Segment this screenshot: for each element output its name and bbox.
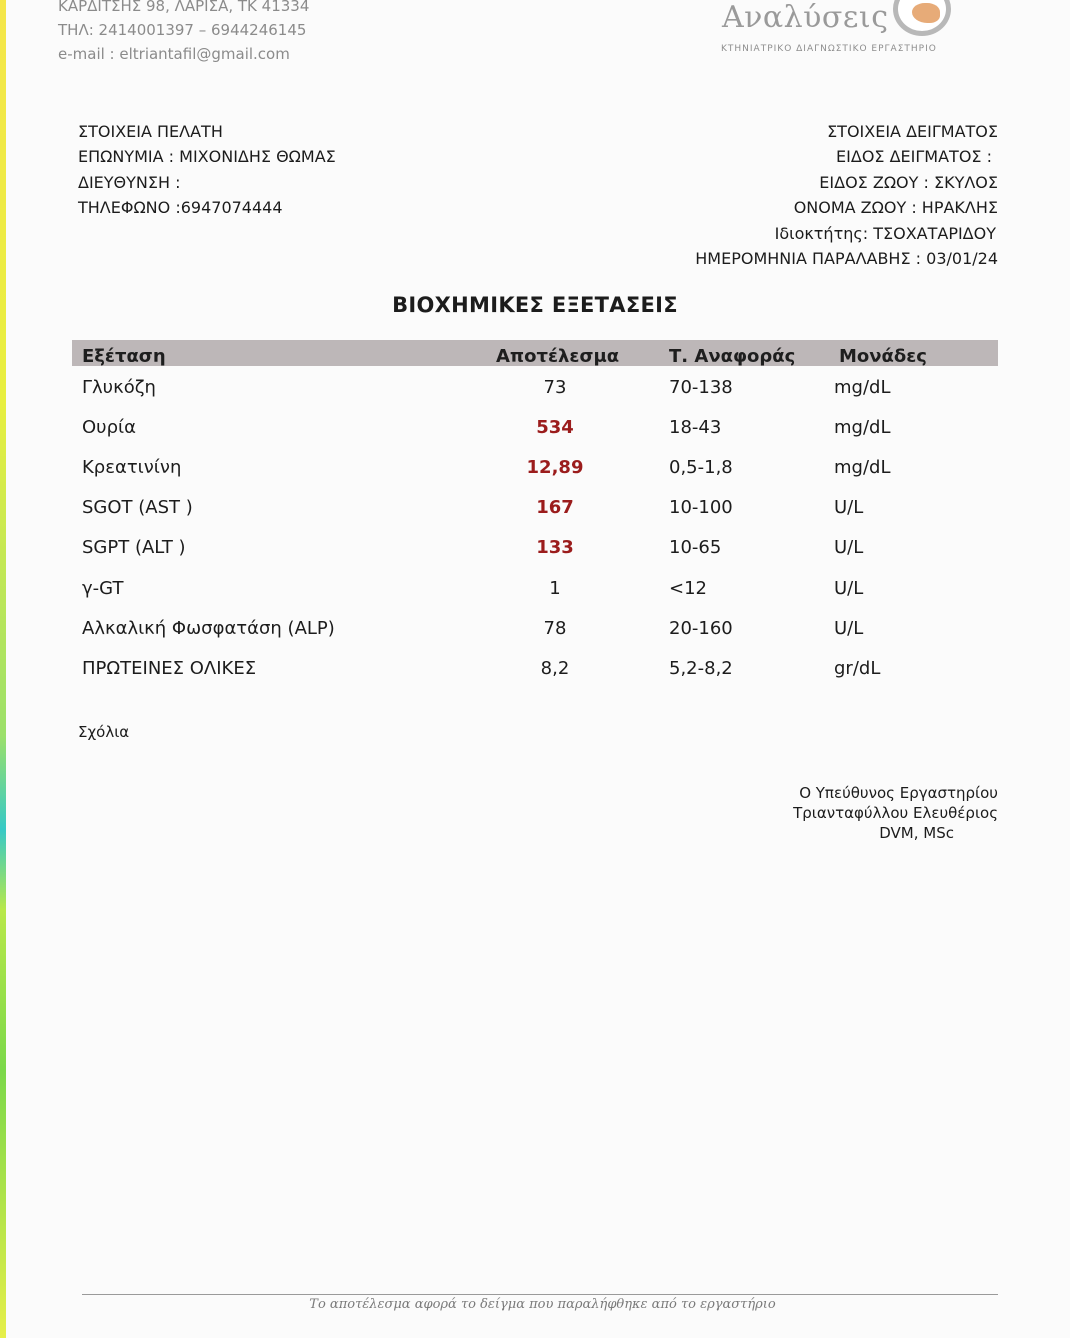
header-reference: Τ. Αναφοράς bbox=[669, 346, 796, 367]
test-result: 78 bbox=[543, 618, 567, 639]
test-units: mg/dL bbox=[834, 377, 891, 398]
client-phone: ΤΗΛΕΦΩΝΟ :6947074444 bbox=[78, 198, 283, 218]
test-name: γ-GT bbox=[82, 578, 124, 599]
test-reference: 0,5-1,8 bbox=[669, 457, 733, 478]
lab-phone: ΤΗΛ: 2414001397 – 6944246145 bbox=[58, 21, 307, 39]
sample-heading: ΣΤΟΙΧΕΙΑ ΔΕΙΓΜΑΤΟΣ bbox=[827, 122, 998, 141]
lab-logo-name: Αναλύσεις bbox=[722, 0, 889, 35]
table-row bbox=[0, 497, 1070, 537]
sample-animal-name: ΟΝΟΜΑ ΖΩΟΥ : ΗΡΑΚΛΗΣ bbox=[793, 198, 998, 218]
client-info-block bbox=[78, 119, 336, 221]
header-result: Αποτέλεσμα bbox=[496, 346, 620, 367]
table-row bbox=[0, 618, 1070, 658]
table-row bbox=[0, 377, 1070, 417]
test-reference: 10-65 bbox=[669, 537, 722, 558]
table-row bbox=[0, 578, 1070, 618]
test-result: 8,2 bbox=[540, 658, 570, 679]
client-name: ΕΠΩΝΥΜΙΑ : ΜΙΧΟΝΙΔΗΣ ΘΩΜΑΣ bbox=[78, 147, 336, 167]
lab-email: e-mail : eltriantafil@gmail.com bbox=[58, 45, 290, 63]
test-units: U/L bbox=[834, 578, 864, 599]
test-reference: <12 bbox=[669, 578, 707, 599]
table-row bbox=[0, 658, 1070, 698]
lab-contact-block bbox=[58, 0, 309, 66]
table-row bbox=[0, 457, 1070, 497]
comments-label: Σχόλια bbox=[78, 723, 130, 741]
test-result: 1 bbox=[549, 578, 561, 599]
footer-note: Το αποτέλεσμα αφορά το δείγμα που παραλήφθηκε από το εργαστήριο bbox=[309, 1297, 776, 1312]
test-result-abnormal: 167 bbox=[536, 497, 574, 518]
table-row bbox=[0, 417, 1070, 457]
footer-divider bbox=[82, 1294, 998, 1295]
sample-date: ΗΜΕΡΟΜΗΝΙΑ ΠΑΡΑΛΑΒΗΣ : 03/01/24 bbox=[695, 249, 998, 269]
test-units: U/L bbox=[834, 497, 864, 518]
signature-block bbox=[793, 783, 998, 843]
lab-logo-icon bbox=[893, 0, 951, 36]
signature-name: Τριανταφύλλου Ελευθέριος bbox=[793, 804, 998, 822]
client-address: ΔΙΕΥΘΥΝΣΗ : bbox=[78, 172, 181, 192]
test-reference: 18-43 bbox=[669, 417, 722, 438]
test-reference: 10-100 bbox=[669, 497, 733, 518]
test-reference: 70-138 bbox=[669, 377, 733, 398]
signature-credentials: DVM, MSc bbox=[879, 824, 954, 842]
signature-role: Ο Υπεύθυνος Εργαστηρίου bbox=[799, 784, 998, 802]
client-heading: ΣΤΟΙΧΕΙΑ ΠΕΛΑΤΗ bbox=[78, 122, 223, 141]
sample-owner: Ιδιοκτήτης: ΤΣΟΧΑΤΑΡΙΔΟΥ bbox=[774, 223, 996, 243]
test-name: ΠΡΩΤΕΙΝΕΣ ΟΛΙΚΕΣ bbox=[82, 658, 257, 679]
test-name: Αλκαλική Φωσφατάση (ALP) bbox=[82, 618, 335, 639]
test-result-abnormal: 133 bbox=[536, 537, 574, 558]
test-reference: 5,2-8,2 bbox=[669, 658, 733, 679]
sample-info-block bbox=[695, 119, 998, 271]
test-units: mg/dL bbox=[834, 417, 891, 438]
test-result-abnormal: 12,89 bbox=[526, 457, 584, 478]
sample-type: ΕΙΔΟΣ ΔΕΙΓΜΑΤΟΣ : bbox=[836, 147, 992, 167]
test-name: Γλυκόζη bbox=[82, 377, 156, 398]
test-result: 73 bbox=[543, 377, 567, 398]
sample-species: ΕΙΔΟΣ ΖΩΟΥ : ΣΚΥΛΟΣ bbox=[819, 172, 998, 192]
test-name: SGOT (AST ) bbox=[82, 497, 193, 518]
lab-address: ΚΑΡΔΙΤΣΗΣ 98, ΛΑΡΙΣΑ, ΤΚ 41334 bbox=[58, 0, 310, 15]
test-name: Ουρία bbox=[82, 417, 136, 438]
test-units: U/L bbox=[834, 618, 864, 639]
lab-logo-subtitle: ΚΤΗΝΙΑΤΡΙΚΟ ΔΙΑΓΝΩΣΤΙΚΟ ΕΡΓΑΣΤΗΡΙΟ bbox=[721, 44, 937, 54]
test-name: Κρεατινίνη bbox=[82, 457, 182, 478]
header-units: Μονάδες bbox=[839, 346, 927, 367]
table-row bbox=[0, 537, 1070, 577]
test-name: SGPT (ALT ) bbox=[82, 537, 186, 558]
test-units: U/L bbox=[834, 537, 864, 558]
header-test: Εξέταση bbox=[82, 346, 166, 367]
test-units: gr/dL bbox=[834, 658, 881, 679]
report-title: ΒΙΟΧΗΜΙΚΕΣ ΕΞΕΤΑΣΕΙΣ bbox=[392, 293, 678, 317]
test-reference: 20-160 bbox=[669, 618, 733, 639]
test-units: mg/dL bbox=[834, 457, 891, 478]
test-result-abnormal: 534 bbox=[536, 417, 574, 438]
